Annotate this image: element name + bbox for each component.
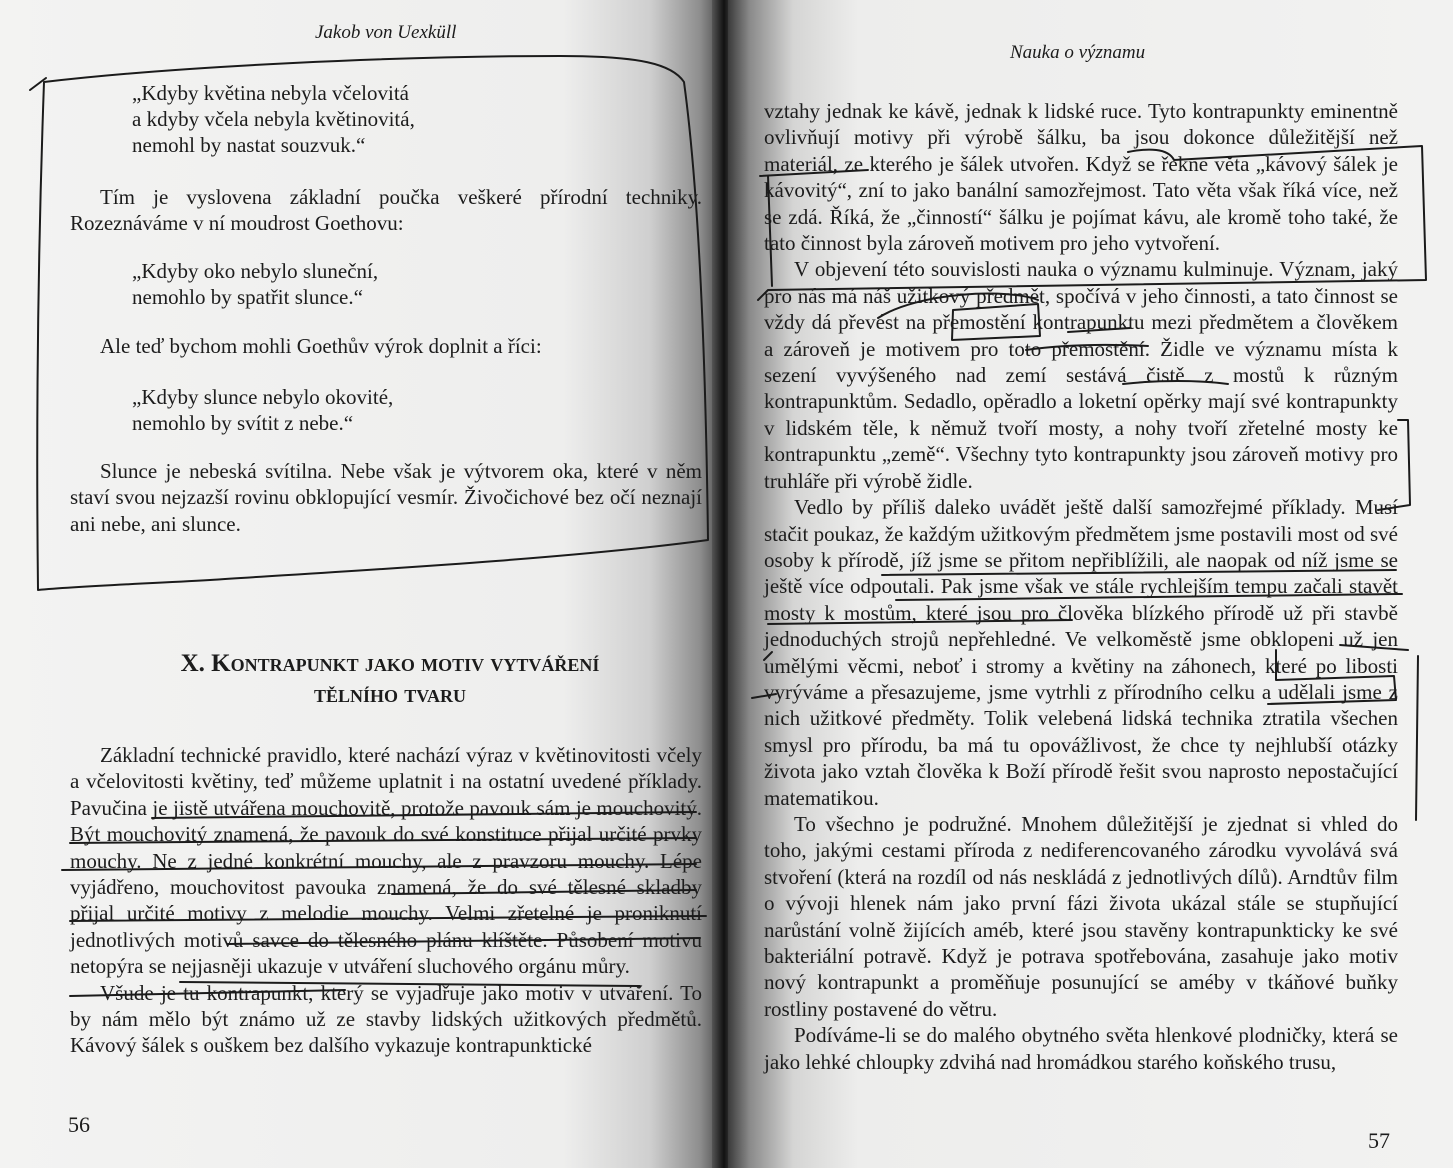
running-head: Nauka o významu: [1010, 42, 1146, 63]
paragraph-sky: Slunce je nebeská svítilna. Nebe však je výtvorem oka, které v něm staví svou nejzazší rovinu obklopující vesmír. Živočichové bez očí neznají ani nebe, ani slunce.: [70, 459, 702, 536]
chapter-title-line: tělního tvaru: [314, 681, 466, 708]
paragraph-goethe: Tím je vyslovena základní poučka veškeré přírodní techniky. Rozeznáváme v ní moudrost Goethovu:: [70, 185, 702, 236]
verse-line: nemohlo by svítit z nebe.“: [132, 411, 354, 435]
running-head: Jakob von Uexküll: [315, 22, 457, 43]
verse-bee-flower: [132, 80, 415, 158]
verse-line: nemohl by nastat souzvuk.“: [132, 133, 366, 157]
verse-line: „Kdyby květina nebyla včelovitá: [132, 81, 409, 105]
right-body: [764, 98, 1398, 1075]
page-number: 57: [1368, 1128, 1390, 1153]
right-page: [728, 0, 1453, 1168]
verse-line: „Kdyby oko nebylo sluneční,: [132, 259, 379, 283]
verse-eye-sun: [132, 258, 378, 310]
page-number: 56: [68, 1112, 90, 1137]
paragraph-complement: Ale teď bychom mohli Goethův výrok doplnit a říci:: [100, 334, 542, 358]
verse-sun-eye: [132, 384, 393, 436]
verse-line: a kdyby včela nebyla květinovitá,: [132, 107, 415, 131]
paragraph: vztahy jednak ke kávě, jednak k lidské ruce. Tyto kontrapunkty eminentně ovlivňují motivy při výrobě šálku, ba jsou dokonce důležitější než materiál, ze kterého je šálek utvořen. Když se řekne věta „kávový šálek je kávovitý“, zní to jako banální samozřejmost. Tato věta však říká více, než se zdá. Říká, že „činností“ šálku je pojímat kávu, ale kromě toho také, že tato činnost byla zároveň motivem pro jeho vytvoření.: [764, 99, 1398, 256]
paragraph: Základní technické pravidlo, které nachází výraz v květinovitosti včely a včelovitosti květiny, teď můžeme uplatnit i na ostatní uvedené příklady. Pavučina je jistě utvářena mouchovitě, protože pavouk sám je mouchovitý. Být mouchovitý znamená, že pavouk do své konstituce přijal určité prvky mouchy. Ne z jedné konkrétní mouchy, ale z pravzoru mouchy. Lépe vyjádřeno, mouchovitost pavouka znamená, že do své tělesné skladby přijal určité motivy z melodie mouchy. Velmi zřetelné je proniknutí jednotlivých motivů savce do tělesného plánu klíštěte. Působení motivu netopýra se nejjasněji ukazuje v utváření sluchového orgánu můry.: [70, 743, 702, 979]
left-page: [0, 0, 722, 1168]
chapter-title: [70, 648, 710, 710]
margin-line: [1416, 656, 1418, 820]
paragraph: Podíváme-li se do malého obytného světa hlenkové plodničky, která se jako lehké chloupky zdvihá nad hromádkou starého koňského trusu,: [764, 1023, 1398, 1074]
chapter-body: [70, 742, 702, 1059]
paragraph: Všude je tu kontrapunkt, který se vyjadřuje jako motiv v utváření. To by nám mělo být známo už ze stavby lidských užitkových předmětů. Kávový šálek s ouškem bez dalšího vykazuje kontrapunktické: [70, 980, 702, 1058]
paragraph: Vedlo by příliš daleko uvádět ještě další samozřejmé příklady. Musí stačit poukaz, že každým užitkovým předmětem jsme postavili most od své osoby k přírodě, jíž jsme se přitom nepřiblížili, ale naopak od níž jsme se ještě více odpoutali. Pak jsme však ve stále rychlejším tempu začali stavět mosty k mostům, které jsou pro člověka blízkého přírodě už při stavbě jednoduchých strojů nepřehledné. Ve velkoměstě jsme obklopeni už jen umělými věcmi, neboť i stromy a květiny na záhonech, které po libosti vyrýváme a přesazujeme, jsme vytrhli z přírodního celku a udělali jsme z nich užitkové předměty. Tolik velebená lidská technika ztratila všechen smysl pro přírodu, ba má tu opovážlivost, že chce ty nejhlubší otázky života jako vztah člověka k Boží přírodě řešit svou naprosto nepostačující matematikou.: [764, 495, 1398, 810]
box-tick: [30, 78, 46, 90]
paragraph: To všechno je podružné. Mnohem důležitější je zjednat si vhled do toho, jakými cestami příroda z nediferencovaného zárodku vyvolává svá stvoření (která na rozdíl od nás neskládá z jednotlivých dílů). Arndtův film o vývoji hlenek nám jako první fázi života ukázal stále se stupňující narůstání volně žijících améb, které jsou stavěny kontrapunkticky ke své bakteriální potravě. Když je potrava spotřebována, zasahuje jako motiv nový kontrapunkt a proměňuje posunující se améby v tkáňové buňky rostliny postavené do větru.: [764, 811, 1398, 1021]
paragraph: V objevení této souvislosti nauka o významu kulminuje. Význam, jaký pro nás má náš užitkový předmět, spočívá v jeho činnosti, a tato činnost se vždy dá převést na přemostění kontrapunktu mezi předmětem a člověkem a zároveň je motivem pro toto přemostění. Židle ve významu místa k sezení vyvýšeného nad zemí sestává čistě z mostů k různým kontrapunktům. Sedadlo, opěradlo a loketní opěrky mají své kontrapunkty v lidském těle, k němuž tvoří mosty, a nohy tvoří zřetelné mosty ke kontrapunktu „země“. Všechny tyto kontrapunkty jsou zároveň motivy pro truhláře při výrobě židle.: [764, 257, 1398, 493]
verse-line: nemohlo by spatřit slunce.“: [132, 285, 363, 309]
chapter-title-line: X. Kontrapunkt jako motiv vytváření: [180, 650, 600, 677]
verse-line: „Kdyby slunce nebylo okovité,: [132, 385, 394, 409]
